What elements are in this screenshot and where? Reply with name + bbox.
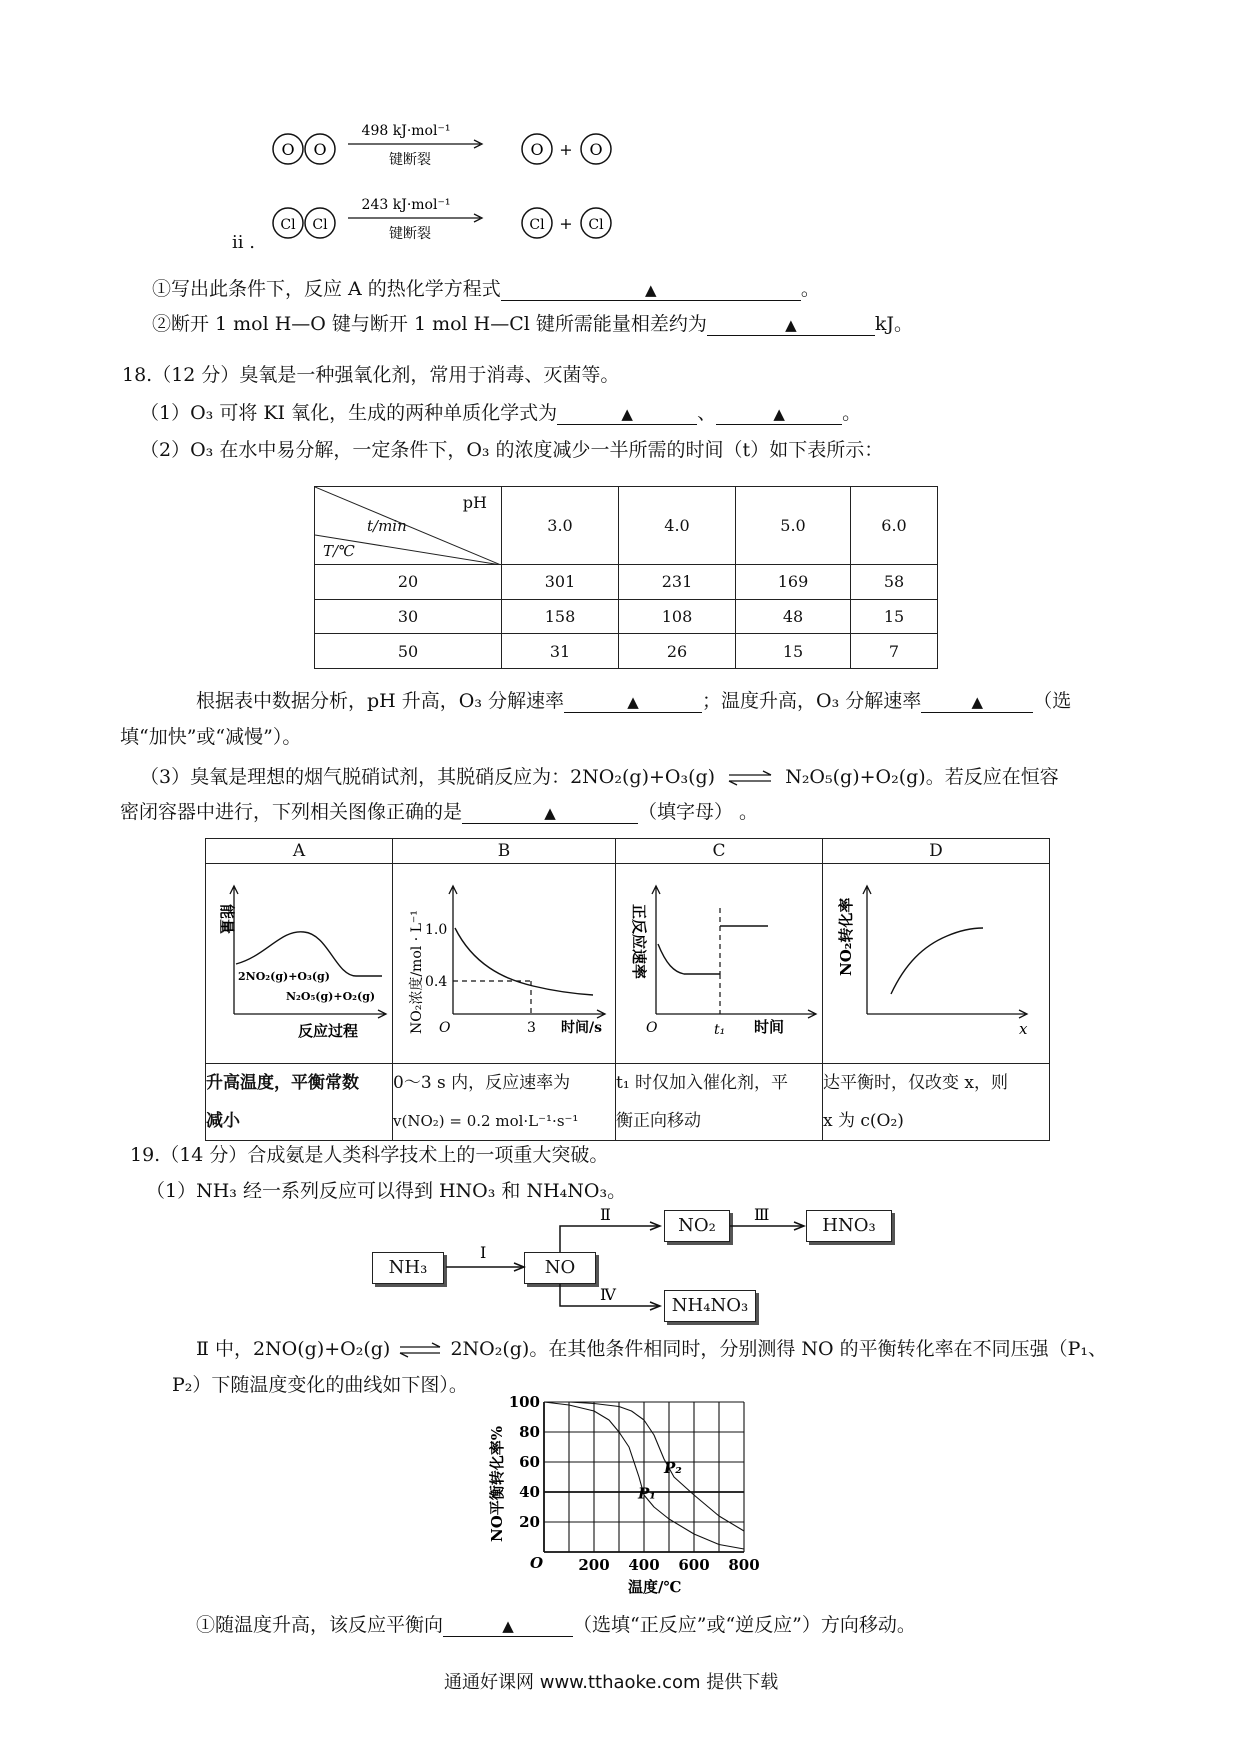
graph-options-table [205, 838, 1050, 1141]
corner-T: T/℃ [323, 542, 355, 560]
option-b-caption: 0～3 s 内，反应速率为 v(NO₂) = 0.2 mol·L⁻¹·s⁻¹ [393, 1064, 616, 1141]
axis-label: NO₂浓度/mol · L⁻¹ [409, 910, 425, 1034]
svg-text:3: 3 [527, 1020, 536, 1036]
ph-header: 6.0 [851, 487, 938, 565]
answer-blank[interactable]: ▲ [707, 314, 875, 336]
y-tick-label: 100 [508, 1393, 540, 1411]
q19-question1: ①随温度升高，该反应平衡向 ▲ （选填“正反应”或“逆反应”）方向移动。 [196, 1614, 916, 1636]
option-c-caption: t₁ 时仅加入催化剂，平 衡正向移动 [616, 1064, 823, 1141]
item-label-ii: ii . [232, 232, 255, 253]
svg-text:t₁: t₁ [714, 1022, 726, 1038]
o-atom-label: O [530, 140, 544, 159]
o-energy-label: 498 kJ·mol⁻¹ [361, 123, 451, 139]
q19-part1: （1）NH₃ 经一系列反应可以得到 HNO₃ 和 NH₄NO₃。 [146, 1180, 627, 1202]
y-tick-label: 60 [519, 1453, 540, 1471]
ph-header: 3.0 [502, 487, 619, 565]
axis-label: NO₂转化率 [837, 897, 855, 976]
step-label: Ⅰ [480, 1243, 487, 1262]
answer-blank[interactable]: ▲ [921, 691, 1033, 713]
o-atom-label: O [589, 140, 603, 159]
table-row: 20 301 231 169 58 [315, 565, 938, 600]
option-d-graph [823, 864, 1050, 1064]
table-row: 30 158 108 48 15 [315, 599, 938, 634]
q18-part3: （3）臭氧是理想的烟气脱硝试剂，其脱硝反应为：2NO₂(g)+O₃(g) N₂O₅(g)+O₂(g)。若反应在恒容 [140, 766, 1059, 788]
q18-heading: 18.（12 分）臭氧是一种强氧化剂，常用于消毒、灭菌等。 [122, 364, 620, 386]
x-tick-label: 200 [578, 1556, 610, 1574]
axis-label: 反应过程 [298, 1022, 359, 1040]
step-label: Ⅱ [600, 1205, 611, 1224]
option-a-graph [206, 864, 393, 1064]
answer-blank[interactable]: ▲ [557, 403, 697, 425]
svg-text:0.4: 0.4 [425, 974, 448, 990]
plus-sign: + [559, 214, 573, 233]
o-atom-label: O [281, 140, 295, 159]
chart-origin: O [530, 1554, 544, 1572]
q17-part1: ①写出此条件下，反应 A 的热化学方程式 ▲ 。 [152, 278, 820, 300]
q19-II-line2: P₂）下随温度变化的曲线如下图）。 [172, 1374, 468, 1396]
option-header-d: D [823, 839, 1050, 864]
y-tick-label: 20 [519, 1513, 540, 1531]
flow-box-no: NO [524, 1252, 596, 1284]
step-label: Ⅲ [754, 1205, 770, 1224]
option-d-caption: 达平衡时，仅改变 x，则 x 为 c(O₂) [823, 1064, 1050, 1141]
cl-energy-label: 243 kJ·mol⁻¹ [361, 197, 451, 213]
reactant-label: 2NO₂(g)+O₃(g) [238, 970, 330, 983]
step-label: Ⅳ [600, 1285, 616, 1304]
option-header-a: A [206, 839, 393, 864]
flow-box-hno3: HNO₃ [806, 1210, 892, 1242]
option-c-graph [616, 864, 823, 1064]
answer-blank[interactable]: ▲ [462, 802, 638, 824]
x-tick-label: 600 [678, 1556, 710, 1574]
ozone-halflife-table [314, 486, 938, 669]
cl-atom-label: Cl [588, 217, 604, 233]
flow-box-nh3: NH₃ [372, 1252, 444, 1284]
answer-blank[interactable]: ▲ [443, 1615, 573, 1637]
svg-text:x: x [1019, 1020, 1028, 1038]
flow-box-nh4no3: NH₄NO₃ [664, 1290, 756, 1322]
q18-part2-choices: 填“加快”或“减慢”）。 [120, 726, 302, 748]
flow-box-no2: NO₂ [664, 1210, 730, 1242]
cl-atom-label: Cl [312, 217, 328, 233]
ph-header: 4.0 [619, 487, 736, 565]
option-a-caption: 升高温度，平衡常数 减小 [206, 1064, 393, 1141]
svg-text:1.0: 1.0 [425, 922, 448, 938]
y-tick-label: 80 [519, 1423, 540, 1441]
table-corner-cell [315, 487, 502, 565]
bond-diagram-o2 [270, 120, 630, 174]
axis-label: 能量 [218, 904, 236, 935]
q19-II-line: Ⅱ 中，2NO(g)+O₂(g) 2NO₂(g)。在其他条件相同时，分别测得 NO 的平衡转化率在不同压强（P₁、 [196, 1338, 1108, 1360]
q18-part3-question: 密闭容器中进行，下列相关图像正确的是 ▲ （填字母） 。 [120, 801, 759, 823]
answer-blank[interactable]: ▲ [501, 279, 801, 301]
y-tick-label: 40 [519, 1483, 540, 1501]
ph-header: 5.0 [736, 487, 851, 565]
equilibrium-arrow-icon [398, 1342, 442, 1358]
q18-part1: （1）O₃ 可将 KI 氧化，生成的两种单质化学式为 ▲ 、 ▲ 。 [140, 402, 862, 424]
page-footer: 通通好课网 www.tthaoke.com 提供下载 [444, 1672, 779, 1693]
q18-part2-analysis: 根据表中数据分析，pH 升高，O₃ 分解速率 ▲ ；温度升高，O₃ 分解速率 ▲ （选 [196, 690, 1072, 712]
q19-heading: 19.（14 分）合成氨是人类科学技术上的一项重大突破。 [130, 1144, 609, 1166]
plus-sign: + [559, 140, 573, 159]
o-atom-label: O [313, 140, 327, 159]
option-b-graph [393, 864, 616, 1064]
cl-atom-label: Cl [529, 217, 545, 233]
series-label: P₁ [638, 1484, 656, 1503]
bond-break-label: 键断裂 [389, 226, 431, 242]
bond-break-label: 键断裂 [389, 152, 431, 168]
axis-label: 时间 [754, 1018, 785, 1036]
table-row: 50 31 26 15 7 [315, 634, 938, 669]
series-label: P₂ [664, 1459, 682, 1477]
svg-text:O: O [646, 1020, 658, 1036]
svg-text:O: O [439, 1020, 451, 1036]
chart-xlabel: 温度/℃ [628, 1578, 682, 1596]
bond-diagram-cl2 [270, 194, 630, 248]
product-label: N₂O₅(g)+O₂(g) [286, 990, 376, 1003]
answer-blank[interactable]: ▲ [564, 691, 702, 713]
x-tick-label: 400 [628, 1556, 660, 1574]
option-header-c: C [616, 839, 823, 864]
chart-ylabel: NO平衡转化率% [488, 1425, 506, 1542]
equilibrium-arrow-icon [725, 770, 775, 786]
option-header-b: B [393, 839, 616, 864]
q18-part2: （2）O₃ 在水中易分解，一定条件下，O₃ 的浓度减少一半所需的时间（t）如下表所示： [140, 439, 884, 461]
axis-label: 正反应速率 [630, 904, 648, 980]
cl-atom-label: Cl [280, 217, 296, 233]
x-tick-label: 800 [728, 1556, 760, 1574]
corner-ph: pH [462, 493, 487, 512]
no-conversion-chart [480, 1392, 780, 1598]
answer-blank[interactable]: ▲ [716, 403, 842, 425]
q17-part2: ②断开 1 mol H—O 键与断开 1 mol H—Cl 键所需能量相差约为 ▲ kJ。 [152, 313, 914, 335]
axis-label: 时间/s [561, 1020, 602, 1036]
corner-t: t/min [367, 517, 407, 535]
